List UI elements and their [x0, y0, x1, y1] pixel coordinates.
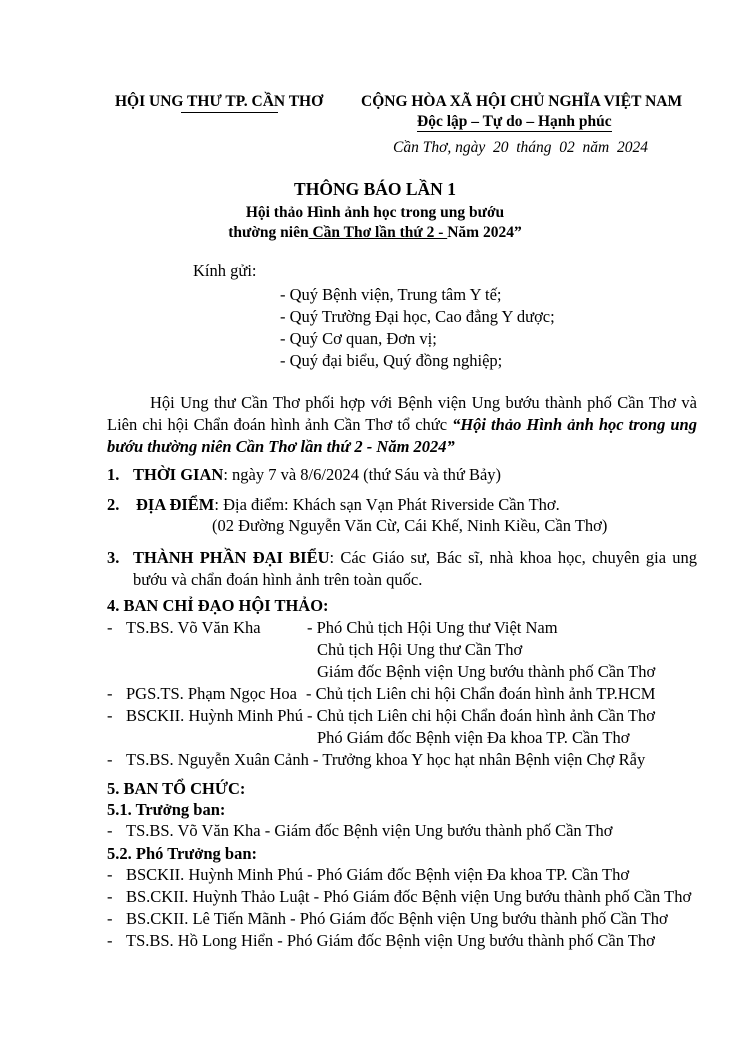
organizing-dash: - [107, 865, 113, 884]
steering-role: Giám đốc Bệnh viện Ung bướu thành phố Cần Thơ [317, 662, 656, 681]
steering-name: TS.BS. Võ Văn Kha [126, 618, 261, 637]
organizing-deputy: BSCKII. Huỳnh Minh Phú - Phó Giám đốc Bệnh viện Đa khoa TP. Cần Thơ [126, 865, 630, 884]
steering-dash: - [107, 684, 113, 703]
steering-dash: - [107, 750, 113, 769]
steering-role: - Phó Chủ tịch Hội Ung thư Việt Nam [307, 618, 558, 637]
intro-paragraph: Hội Ung thư Cần Thơ phối hợp với Bệnh viện Ung bướu thành phố Cần Thơ và Liên chi hội Chẩn đoán hình ảnh Cần Thơ tổ chức “Hội thảo Hình ảnh học trong ung bướu thường niên Cần Thơ lần thứ 2 - Năm 2024” [107, 393, 697, 456]
notice-subtitle-1: Hội thảo Hình ảnh học trong ung bướu [245, 204, 505, 221]
section-venue: 2. ĐỊA ĐIỂM: Địa điểm: Khách sạn Vạn Phát Riverside Cần Thơ. [107, 495, 560, 514]
steering-role: Phó Giám đốc Bệnh viện Đa khoa TP. Cần Thơ [317, 728, 630, 747]
recipient-item: - Quý đại biểu, Quý đồng nghiệp; [280, 351, 503, 370]
organizing-dash: - [107, 931, 113, 950]
organizing-deputy: BS.CKII. Lê Tiến Mãnh - Phó Giám đốc Bệnh viện Ung bướu thành phố Cần Thơ [126, 909, 668, 928]
motto: Độc lập – Tự do – Hạnh phúc [417, 113, 612, 130]
date-line: Cần Thơ, ngày 20 tháng 02 năm 2024 [393, 139, 648, 156]
steering-dash: - [107, 618, 113, 637]
steering-name: TS.BS. Nguyễn Xuân Cảnh - Trưởng khoa Y học hạt nhân Bệnh viện Chợ Rẫy [126, 750, 646, 769]
org-name: HỘI UNG THƯ TP. CẦN THƠ [115, 93, 324, 110]
organizing-deputies-heading: 5.2. Phó Trưởng ban: [107, 844, 257, 863]
section-participants: 3. THÀNH PHẦN ĐẠI BIỂU: Các Giáo sư, Bác sĩ, nhà khoa học, chuyên gia ung bướu và chẩn đoán hình ảnh trên toàn quốc. [107, 548, 697, 589]
organizing-dash: - [107, 887, 113, 906]
steering-name: BSCKII. Huỳnh Minh Phú [126, 706, 303, 725]
org-underline [181, 112, 278, 113]
organizing-head-heading: 5.1. Trưởng ban: [107, 800, 226, 819]
section-time: 1. THỜI GIAN: ngày 7 và 8/6/2024 (thứ Sáu và thứ Bảy) [107, 465, 502, 484]
organizing-dash: - [107, 821, 113, 840]
recipient-item: - Quý Bệnh viện, Trung tâm Y tế; [280, 285, 502, 304]
steering-role: Chủ tịch Hội Ung thư Cần Thơ [317, 640, 523, 659]
steering-role: - Chủ tịch Liên chi hội Chẩn đoán hình ảnh Cần Thơ [307, 706, 655, 725]
recipient-item: - Quý Cơ quan, Đơn vị; [280, 329, 437, 348]
organizing-deputy: TS.BS. Hồ Long Hiển - Phó Giám đốc Bệnh viện Ung bướu thành phố Cần Thơ [126, 931, 655, 950]
nation-title: CỘNG HÒA XÃ HỘI CHỦ NGHĨA VIỆT NAM [361, 93, 683, 110]
notice-subtitle-2: thường niên Cần Thơ lần thứ 2 - Năm 2024” [228, 224, 522, 241]
recipients-label: Kính gửi: [193, 261, 257, 280]
recipient-item: - Quý Trường Đại học, Cao đẳng Y dược; [280, 307, 555, 326]
notice-title: THÔNG BÁO LẦN 1 [294, 179, 456, 199]
steering-role: - Chủ tịch Liên chi hội Chẩn đoán hình ảnh TP.HCM [306, 684, 656, 703]
section-organizing-heading: 5. BAN TỔ CHỨC: [107, 779, 246, 798]
organizing-head: TS.BS. Võ Văn Kha - Giám đốc Bệnh viện Ung bướu thành phố Cần Thơ [126, 821, 613, 840]
organizing-deputy: BS.CKII. Huỳnh Thảo Luật - Phó Giám đốc Bệnh viện Ung bướu thành phố Cần Thơ [126, 887, 692, 906]
steering-name: PGS.TS. Phạm Ngọc Hoa [126, 684, 297, 703]
steering-dash: - [107, 706, 113, 725]
organizing-dash: - [107, 909, 113, 928]
section-steering-heading: 4. BAN CHỈ ĐẠO HỘI THẢO: [107, 596, 329, 615]
venue-address: (02 Đường Nguyễn Văn Cừ, Cái Khế, Ninh Kiều, Cần Thơ) [212, 516, 608, 535]
